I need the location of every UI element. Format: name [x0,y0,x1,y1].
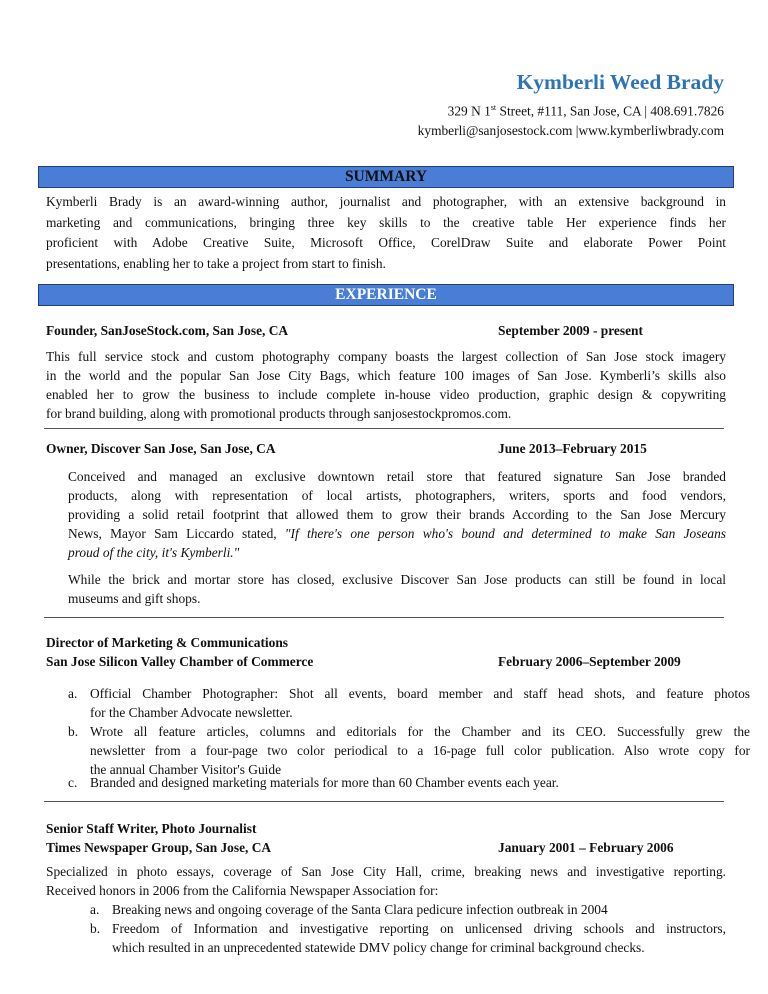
description-line: providing a solid retail footprint that allowed them to grow their brands According to the San Jose Mercury [68,507,726,522]
list-item-line: for the Chamber Advocate newsletter. [90,705,293,720]
description-line: Received honors in 2006 from the California Newspaper Association for: [46,883,439,898]
list-marker: c. [68,775,78,790]
list-item [68,722,750,779]
description-line: in the world and the popular San Jose City Bags, which feature 100 images of San Jose. Kymberli’s skills also [46,368,726,383]
experience-heading-bar [38,284,734,306]
list-item-line: which resulted in an unprecedented statewide DMV policy change for criminal background checks. [112,940,645,955]
address-pre: 329 N 1 [447,103,491,119]
job-title: Founder, SanJoseStock.com, San Jose, CA [46,323,289,338]
job-title: Director of Marketing & Communications [46,635,288,650]
job-title: Senior Staff Writer, Photo Journalist [46,821,257,836]
job-employer: Times Newspaper Group, San Jose, CA [46,840,272,855]
job-dates: February 2006–September 2009 [498,654,681,669]
list-marker: b. [68,724,79,739]
address-sup: st [490,103,497,112]
quote-intro: News, Mayor Sam Liccardo stated, [68,526,285,541]
job-title: Owner, Discover San Jose, San Jose, CA [46,441,276,456]
list-item-line: Breaking news and ongoing coverage of the Santa Clara pedicure infection outbreak in 2004 [112,902,608,917]
description-line: enabled her to grow the business to include complete in-house video production, graphic design & copywriting [46,387,726,402]
address-post: Street, #111, San Jose, CA | 408.691.7826 [496,103,724,119]
address-phone [448,103,724,119]
description-line: products, along with representation of local artists, photographers, writers, sports and food vendors, [68,488,726,503]
description-line: for brand building, along with promotional products through sanjosestockpromos.com. [46,406,512,421]
list-item [68,773,750,792]
quote-text: proud of the city, it's Kymberli." [68,545,240,560]
quote-text: "If there's one person who's bound and determined to make San Joseans [284,526,726,541]
list-item [90,919,726,957]
list-marker: a. [68,686,78,701]
summary-line: proficient with Adobe Creative Suite, Microsoft Office, CorelDraw Suite and elaborate Power Point [46,235,726,250]
summary-line: Kymberli Brady is an award-winning author, journalist and photographer, with an extensive background in [46,194,726,209]
summary-heading: SUMMARY [344,168,428,185]
description-line: Conceived and managed an exclusive downtown retail store that featured signature San Jose branded [68,469,726,484]
list-item [90,900,726,919]
job-description [68,467,726,608]
job-header [46,441,726,457]
description-line: museums and gift shops. [68,591,201,606]
list-item-line: newsletter from a four-page two color periodical to a 16-page full color publication. Also wrote copy for [90,743,750,758]
job-dates: June 2013–February 2015 [498,441,647,456]
summary-text [46,192,726,274]
list-item-line: Wrote all feature articles, columns and editorials for the Chamber and its CEO. Successfully grew the [90,724,750,739]
list-marker: b. [90,921,101,936]
divider [44,428,724,429]
job-header [46,635,726,651]
divider [44,801,724,802]
job-header [46,323,726,339]
list-item-line: Official Chamber Photographer: Shot all events, board member and staff head shots, and feature photos [90,686,750,701]
email-website: kymberli@sanjosestock.com |www.kymberliwbrady.com [417,123,724,138]
list-item [68,684,750,722]
job-header [46,821,726,837]
job-dates: January 2001 – February 2006 [498,840,674,855]
job-header [46,654,726,670]
job-header [46,840,726,856]
job-dates: September 2009 - present [498,323,643,338]
summary-heading-bar [38,166,734,188]
description-line: This full service stock and custom photography company boasts the largest collection of San Jose stock imagery [46,349,726,364]
list-item-line: the annual Chamber Visitor's Guide [90,762,282,777]
summary-line: presentations, enabling her to take a project from start to finish. [46,255,386,271]
job-description [46,347,726,423]
job-employer: San Jose Silicon Valley Chamber of Commerce [46,654,314,669]
job-description [46,862,726,900]
list-marker: a. [90,902,100,917]
description-line [68,524,726,543]
experience-heading: EXPERIENCE [335,286,437,303]
list-item-line: Freedom of Information and investigative reporting on unlicensed driving schools and instructors, [112,921,726,936]
resume-name: Kymberli Weed Brady [516,70,724,94]
list-item-line: Branded and designed marketing materials for more than 60 Chamber events each year. [90,775,559,790]
description-line: Specialized in photo essays, coverage of San Jose City Hall, crime, breaking news and investigative reporting. [46,864,726,879]
description-line: While the brick and mortar store has closed, exclusive Discover San Jose products can still be found in local [68,572,726,587]
divider [44,617,724,618]
summary-line: marketing and communications, bringing three key skills to the creative table Her experience finds her [46,214,726,230]
